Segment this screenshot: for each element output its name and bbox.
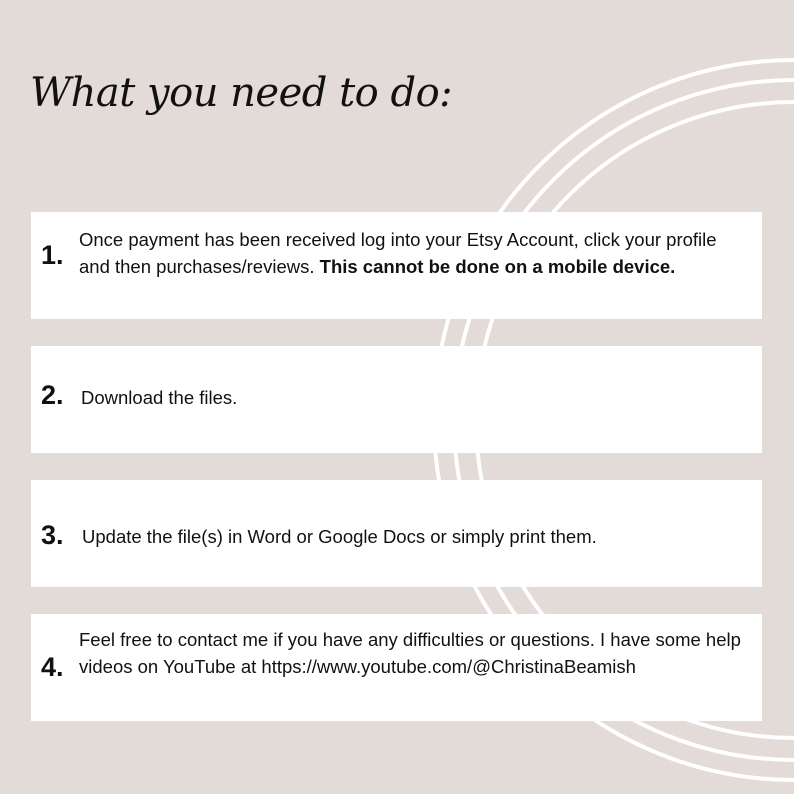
step-card-2 [31,346,762,453]
step-text: Download the files. [81,387,238,408]
step-text: Update the file(s) in Word or Google Docs or simply print them. [82,526,597,547]
step-number: 1. [41,240,64,270]
step-text: Feel free to contact me if you have any difficulties or questions. I have some help videos on YouTube at https://www.youtube.com/@ChristinaBeamish [79,629,741,677]
step-card-3 [31,480,762,587]
step-number: 4. [41,652,64,682]
step-text [79,226,748,280]
page-title: What you need to do: [30,70,453,116]
step-number: 2. [41,380,64,410]
step-number: 3. [41,520,64,550]
step-card-1 [31,212,762,319]
step-text-regular: Once payment has been received log into your Etsy Account, click your profile and then purchases/reviews. [79,229,717,277]
step-card-4 [31,614,762,721]
step-text-bold: This cannot be done on a mobile device. [319,256,676,277]
